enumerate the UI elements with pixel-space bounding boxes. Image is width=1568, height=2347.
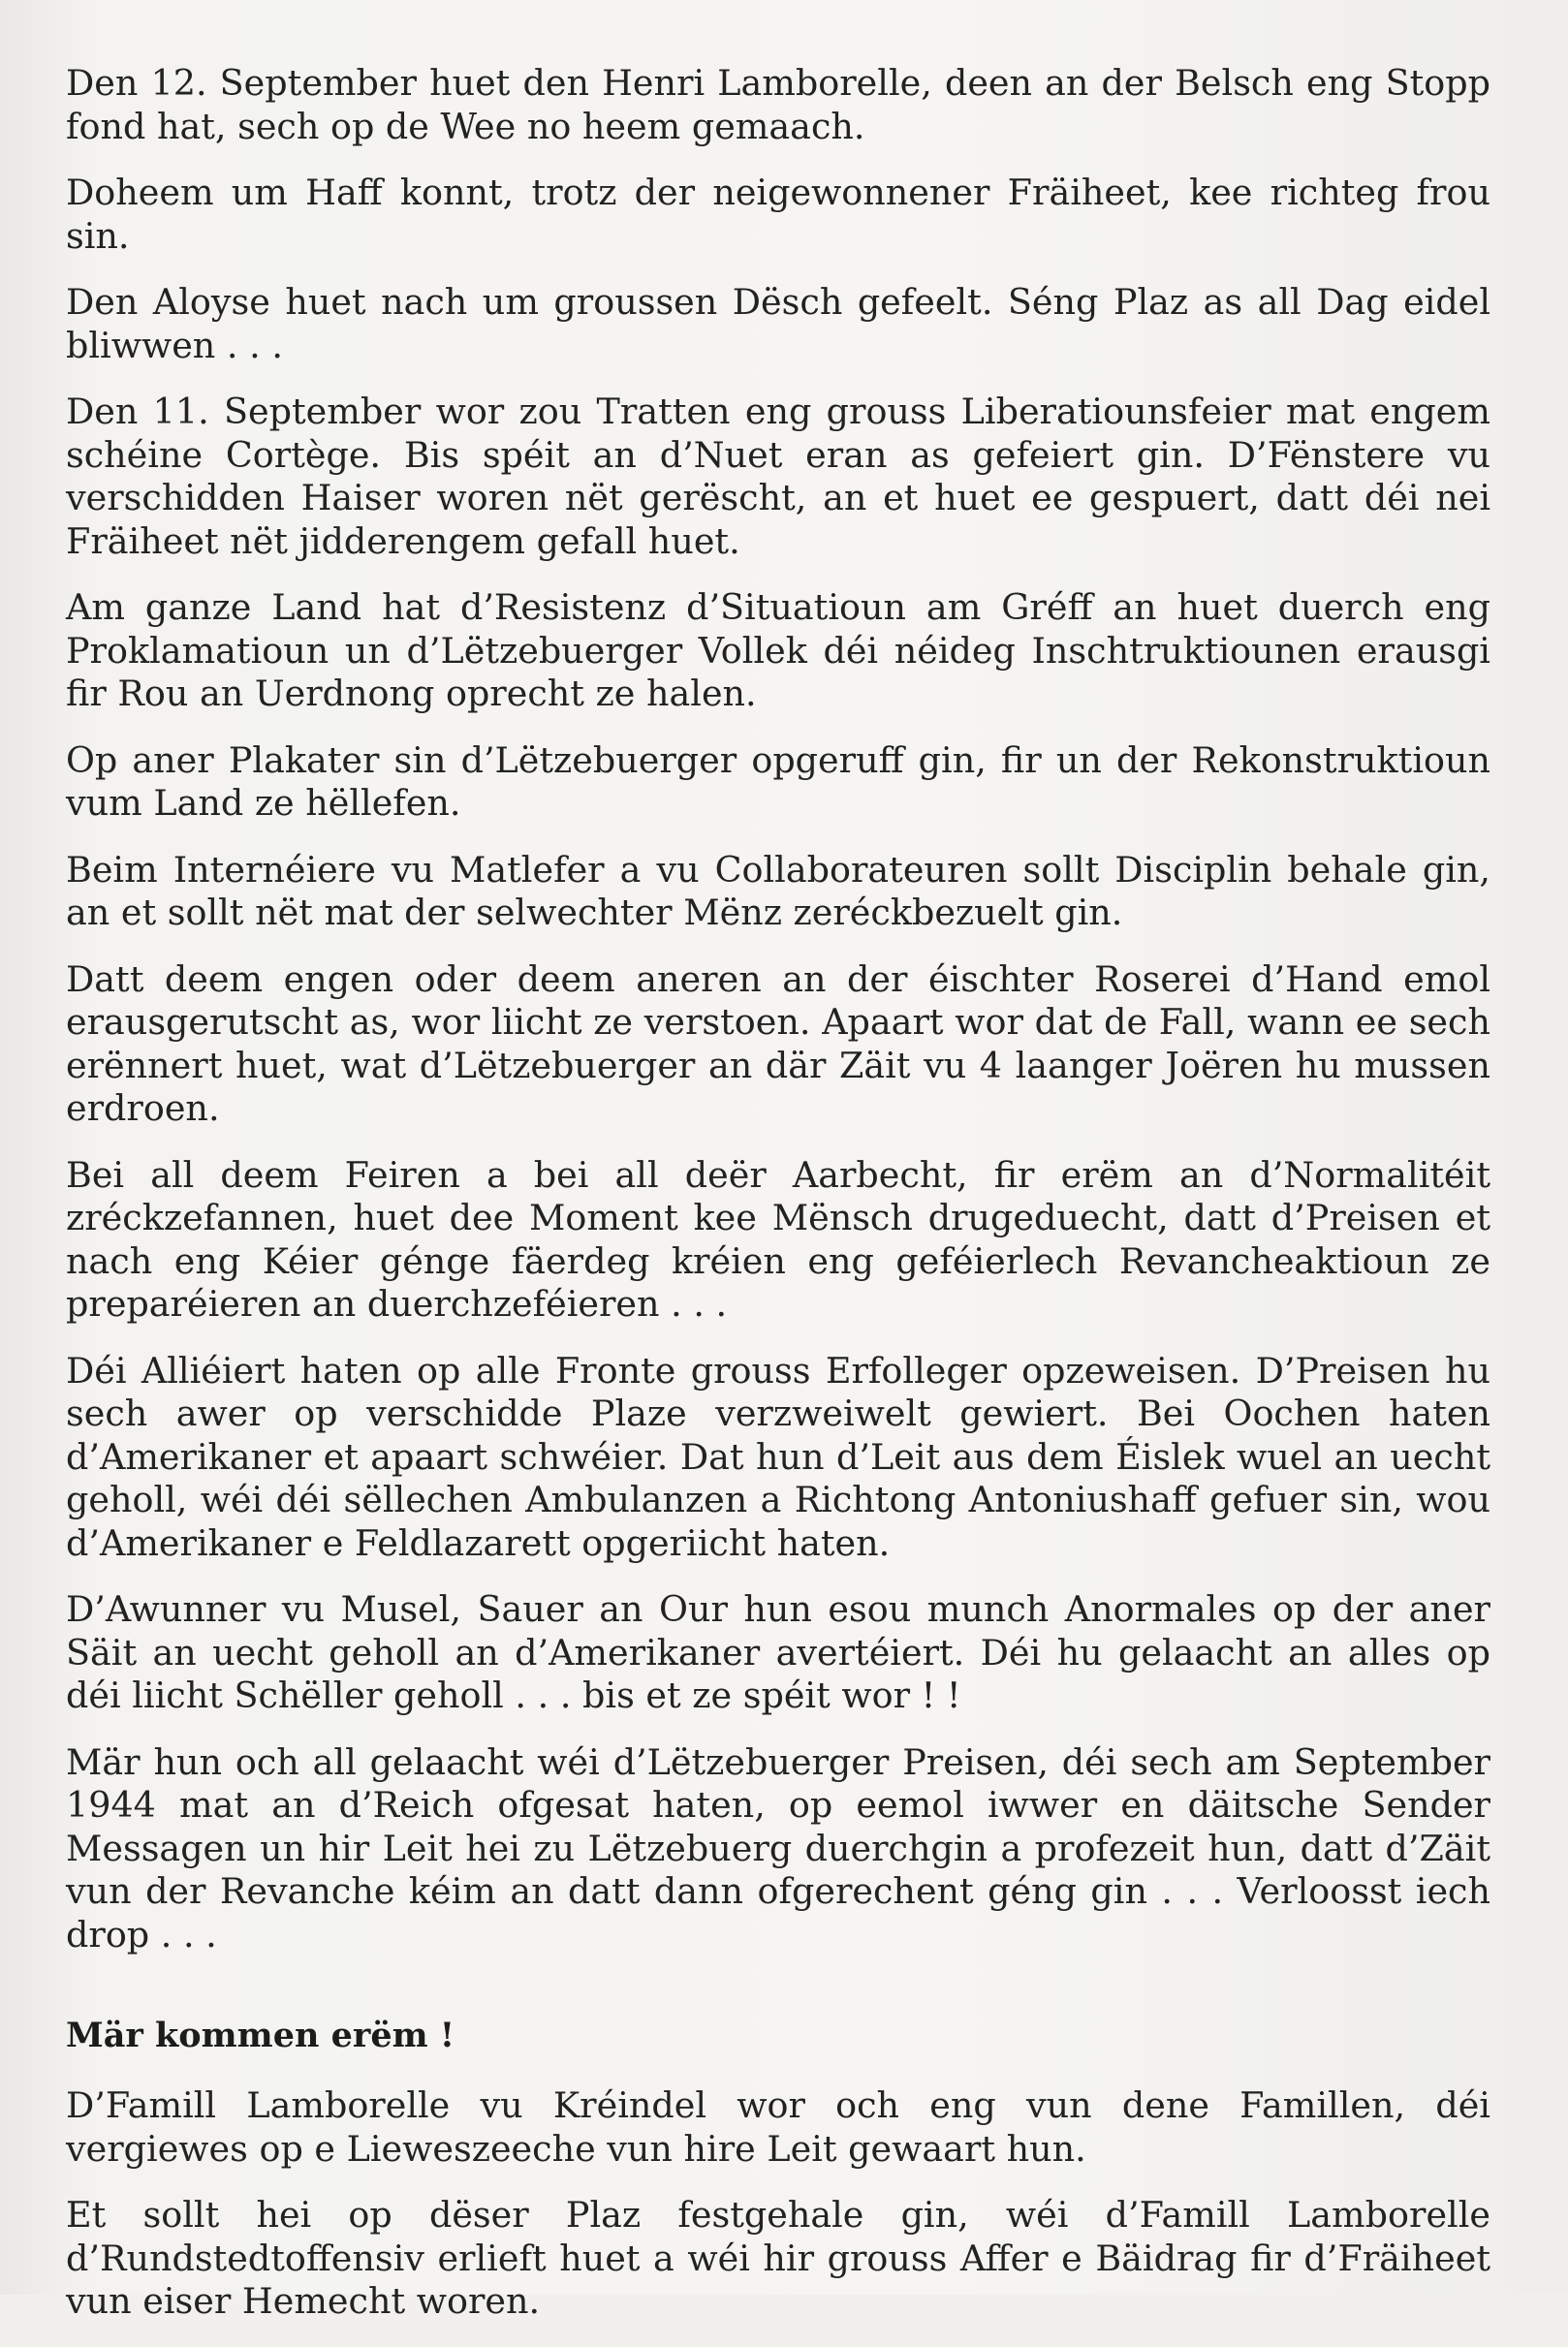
paragraph-revenge-preparation: Bei all deem Feiren a bei all deër Aarbecht, fir erëm an d’Normalitéit zréckzefannen, huet dee Moment kee Mënsch drugeduecht, datt d’Preisen et nach eng Kéier génge fäerdeg kréien eng geféierlech Revancheaktioun ze preparéieren an duerchzeféieren . . . <box>66 1153 1490 1325</box>
paragraph-allied-fronts: Déi Alliéiert haten op alle Fronte grouss Erfolleger opzeweisen. D’Preisen hu sech awer op verschidde Plaze verzweiwelt gewiert. Bei Oochen haten d’Amerikaner et apaart schwéier. Dat hun d’Leit aus dem Éislek wuel an uecht geholl, wéi déi sëllechen Ambulanzen a Richtong Antoniushaff gefuer sin, wou d’Amerikaner e Feldlazarett opgeriicht haten. <box>66 1349 1490 1564</box>
section-heading: Mär kommen erëm ! <box>66 2016 455 2055</box>
text-column <box>66 62 1490 2347</box>
paragraph-farm-not-happy: Doheem um Haff konnt, trotz der neigewonnener Fräiheet, kee richteg frou sin. <box>66 172 1490 257</box>
paragraph-lamborelle-family-waited: D’Famill Lamborelle vu Kréindel wor och eng vun dene Famillen, déi vergiewes op e Lieweszeeche vun hire Leit gewaart hun. <box>66 2084 1490 2170</box>
paragraph-anger-understandable: Datt deem engen oder deem aneren an der éischter Roserei d’Hand emol erausgerutscht as, wor liicht ze verstoen. Apaart wor dat de Fall, wann ee sech erënnert huet, wat d’Lëtzebuerger an där Zäit vu 4 laanger Joëren hu mussen erdroen. <box>66 957 1490 1129</box>
paragraph-henri-return: Den 12. September huet den Henri Lamborelle, deen an der Belsch eng Stopp fond hat, sech op de Wee no heem gemaach. <box>66 62 1490 147</box>
paragraph-liberation-feast: Den 11. September wor zou Tratten eng grouss Liberatiounsfeier mat engem schéine Cortège. Bis spéit an d’Nuet eran as gefeiert gin. D’Fënstere vu verschidden Haiser woren nët gerëscht, an et huet ee gespuert, datt déi nei Fräiheet nët jidderengem gefall huet. <box>66 391 1490 562</box>
paragraph-radio-messages: Mär hun och all gelaacht wéi d’Lëtzebuerger Preisen, déi sech am September 1944 mat an d’Reich ofgesat haten, op eemol iwwer en däitsche Sender Messagen un hir Leit hei zu Lëtzebuerg duerchgin a profezeit hun, datt d’Zäit vun der Revanche kéim an datt dann ofgerechent géng gin . . . Verloosst iech drop . . . <box>66 1740 1490 1956</box>
paragraph-river-residents: D’Awunner vu Musel, Sauer an Our hun esou munch Anormales op der aner Säit an uecht geholl an d’Amerikaner avertéiert. Déi hu gelaacht an alles op déi liicht Schëller geholl . . . bis et ze spéit wor ! ! <box>66 1588 1490 1716</box>
paragraph-posters-reconstruction: Op aner Plakater sin d’Lëtzebuerger opgeruff gin, fir un der Rekonstruktioun vum Land ze hëllefen. <box>66 738 1490 824</box>
paragraph-internment-discipline: Beim Internéiere vu Matlefer a vu Collaborateuren sollt Disciplin behale gin, an et sollt nët mat der selwechter Mënz zeréckbezuelt gin. <box>66 848 1490 933</box>
paragraph-resistance-proclamation: Am ganze Land hat d’Resistenz d’Situatioun am Gréff an huet duerch eng Proklamatioun un d’Lëtzebuerger Vollek déi néideg Inschtruktiounen erausgi fir Rou an Uerdnong oprecht ze halen. <box>66 586 1490 714</box>
paragraph-aloyse-missing: Den Aloyse huet nach um groussen Dësch gefeelt. Séng Plaz as all Dag eidel bliwwen . . . <box>66 281 1490 366</box>
paragraph-rundstedt-offensive: Et sollt hei op dëser Plaz festgehale gin, wéi d’Famill Lamborelle d’Rundstedtoffensiv erlieft huet a wéi hir grouss Affer e Bäidrag fir d’Fräiheet vun eiser Hemecht woren. <box>66 2194 1490 2322</box>
